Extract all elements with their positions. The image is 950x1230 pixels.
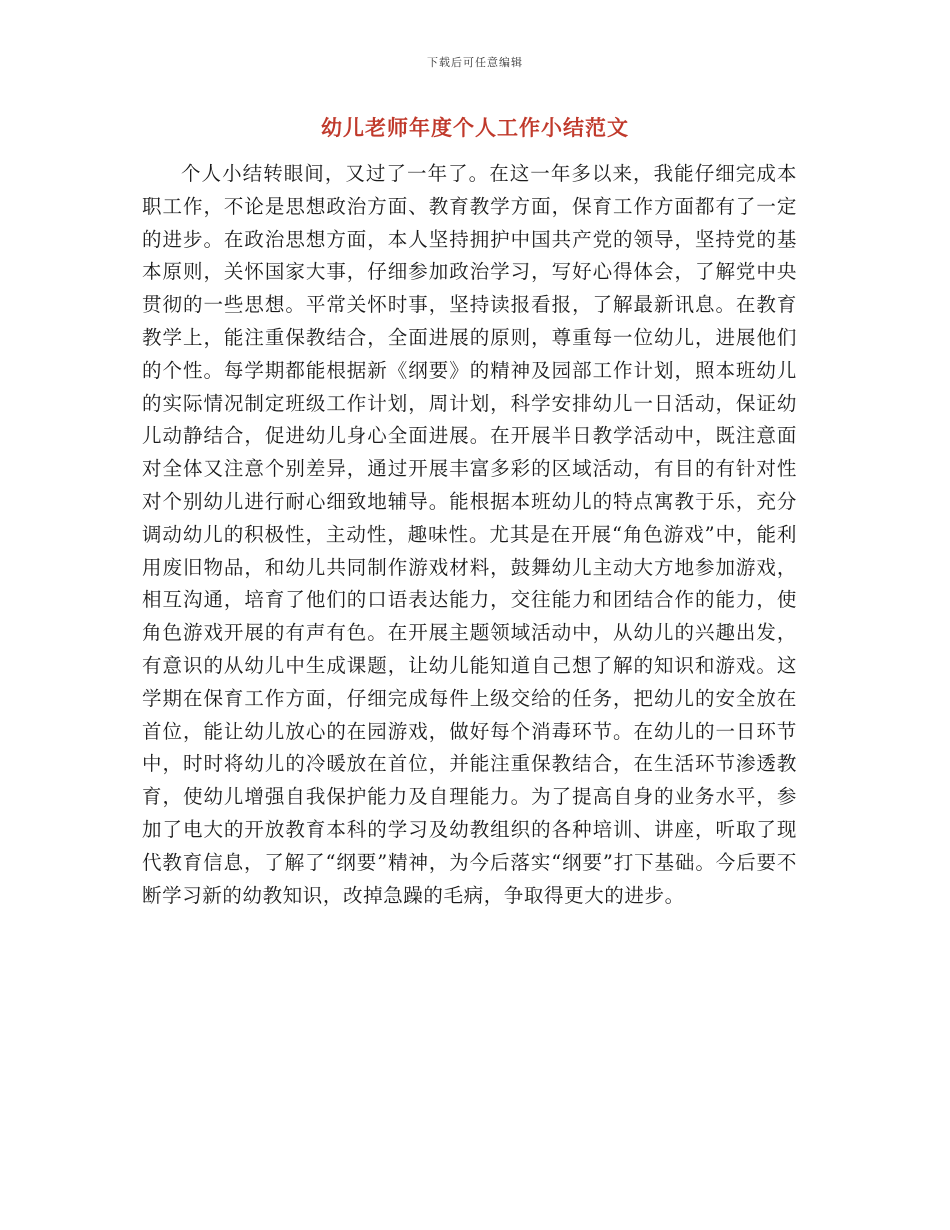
body-paragraph: 个人小结转眼间，又过了一年了。在这一年多以来，我能仔细完成本职工作，不论是思想政治方面、教育教学方面，保育工作方面都有了一定的进步。在政治思想方面，本人坚持拥护中国共产党的领导，坚持党的基本原则，关怀国家大事，仔细参加政治学习，写好心得体会，了解党中央贯彻的一些思想。平常关怀时事，坚持读报看报，了解最新讯息。在教育教学上，能注重保教结合，全面进展的原则，尊重每一位幼儿，进展他们的个性。每学期都能根据新《纲要》的精神及园部工作计划，照本班幼儿的实际情况制定班级工作计划，周计划，科学安排幼儿一日活动，保证幼儿动静结合，促进幼儿身心全面进展。在开展半日教学活动中，既注意面对全体又注意个别差异，通过开展丰富多彩的区域活动，有目的有针对性对个别幼儿进行耐心细致地辅导。能根据本班幼儿的特点寓教于乐，充分调动幼儿的积极性，主动性，趣味性。尤其是在开展“角色游戏”中，能利用废旧物品，和幼儿共同制作游戏材料，鼓舞幼儿主动大方地参加游戏，相互沟通，培育了他们的口语表达能力，交往能力和团结合作的能力，使角色游戏开展的有声有色。在开展主题领域活动中，从幼儿的兴趣出发，有意识的从幼儿中生成课题，让幼儿能知道自己想了解的知识和游戏。这学期在保育工作方面，仔细完成每件上级交给的任务，把幼儿的安全放在首位，能让幼儿放心的在园游戏，做好每个消毒环节。在幼儿的一日环节中，时时将幼儿的冷暖放在首位，并能注重保教结合，在生活环节渗透教育，使幼儿增强自我保护能力及自理能力。为了提高自身的业务水平，参加了电大的开放教育本科的学习及幼教组织的各种培训、讲座，听取了现代教育信息，了解了“纲要”精神，为今后落实“纲要”打下基础。今后要不断学习新的幼教知识，改掉急躁的毛病，争取得更大的进步。 (142, 162, 797, 907)
document-title: 幼儿老师年度个人工作小结范文 (321, 116, 629, 140)
header-note: 下载后可任意编辑 (427, 56, 523, 69)
